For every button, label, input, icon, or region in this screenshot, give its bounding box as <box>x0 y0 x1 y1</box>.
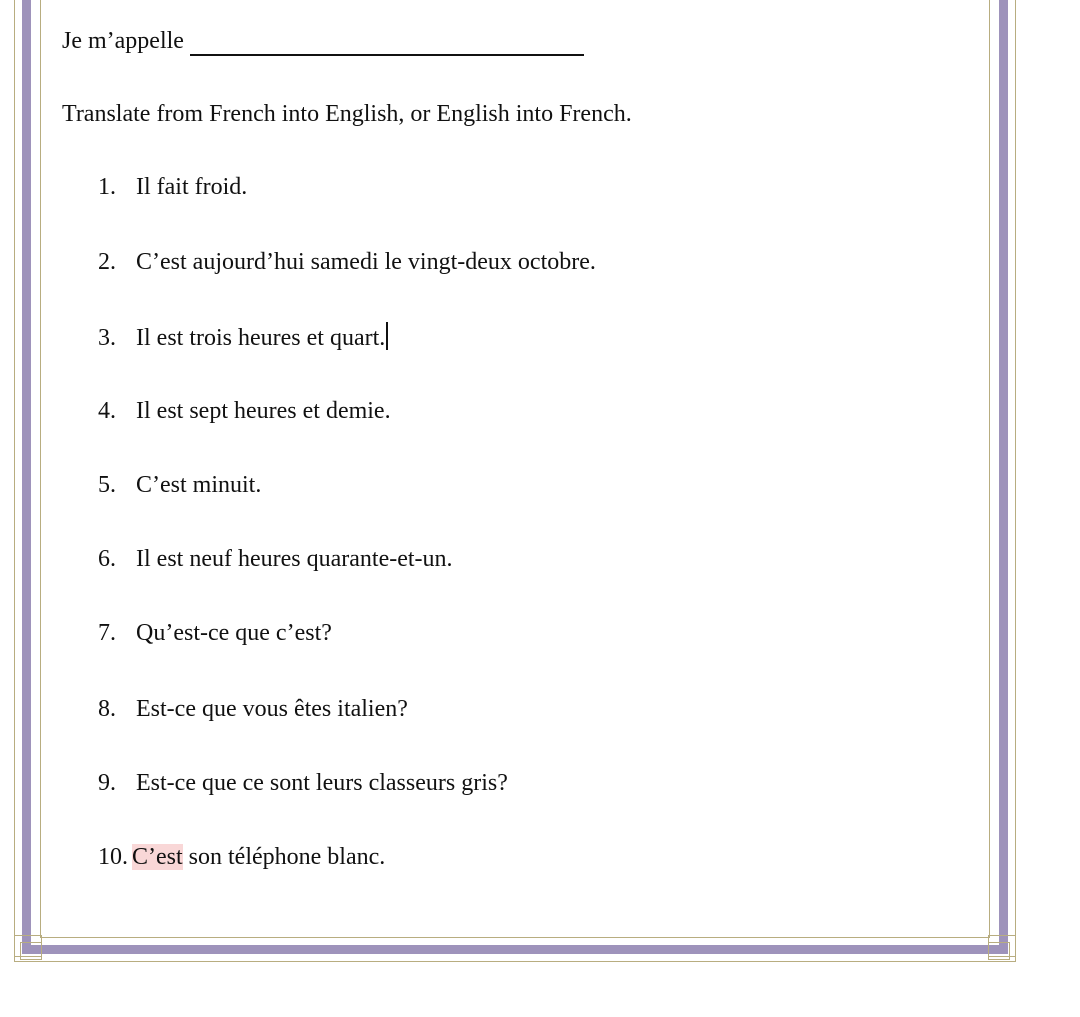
item-text[interactable]: Il est trois heures et quart. <box>136 325 386 351</box>
text-cursor <box>386 322 388 350</box>
corner-ornament-bottom-right-inner <box>988 942 1010 960</box>
highlighted-text[interactable]: C’est <box>132 844 183 870</box>
item-text[interactable]: Est-ce que ce sont leurs classeurs gris? <box>136 770 508 796</box>
item-number: 9. <box>98 770 116 796</box>
page-border-bottom <box>22 945 1008 954</box>
list-item[interactable] <box>98 842 385 872</box>
list-item[interactable] <box>98 396 391 426</box>
list-item[interactable] <box>98 172 247 202</box>
item-text[interactable]: son téléphone blanc. <box>182 844 386 870</box>
item-text[interactable]: C’est aujourd’hui samedi le vingt-deux octobre. <box>136 249 596 275</box>
item-number: 2. <box>98 249 116 275</box>
list-item[interactable] <box>98 694 408 724</box>
item-number: 10. <box>98 844 128 870</box>
item-text[interactable]: C’est minuit. <box>136 472 262 498</box>
list-item[interactable] <box>98 322 388 353</box>
list-item[interactable] <box>98 544 453 574</box>
list-item[interactable] <box>98 768 508 798</box>
item-number: 4. <box>98 398 116 424</box>
page-border-right <box>999 0 1008 950</box>
list-item[interactable] <box>98 618 332 648</box>
item-text[interactable]: Est-ce que vous êtes italien? <box>136 696 408 722</box>
item-number: 7. <box>98 620 116 646</box>
item-text[interactable]: Qu’est-ce que c’est? <box>136 620 332 646</box>
list-item[interactable] <box>98 470 261 500</box>
item-text[interactable]: Il fait froid. <box>136 174 248 200</box>
instructions[interactable]: Translate from French into English, or English into French. <box>62 101 632 127</box>
name-blank[interactable] <box>190 30 584 56</box>
item-number: 8. <box>98 696 116 722</box>
item-text[interactable]: Il est sept heures et demie. <box>136 398 391 424</box>
item-number: 6. <box>98 546 116 572</box>
item-number: 1. <box>98 174 116 200</box>
corner-ornament-bottom-left-inner <box>20 942 42 960</box>
item-number: 3. <box>98 325 116 351</box>
page-border-left <box>22 0 31 950</box>
name-prompt: Je m’appelle <box>62 28 184 54</box>
name-line[interactable] <box>62 26 584 56</box>
item-number: 5. <box>98 472 116 498</box>
item-text[interactable]: Il est neuf heures quarante-et-un. <box>136 546 453 572</box>
list-item[interactable] <box>98 247 596 277</box>
